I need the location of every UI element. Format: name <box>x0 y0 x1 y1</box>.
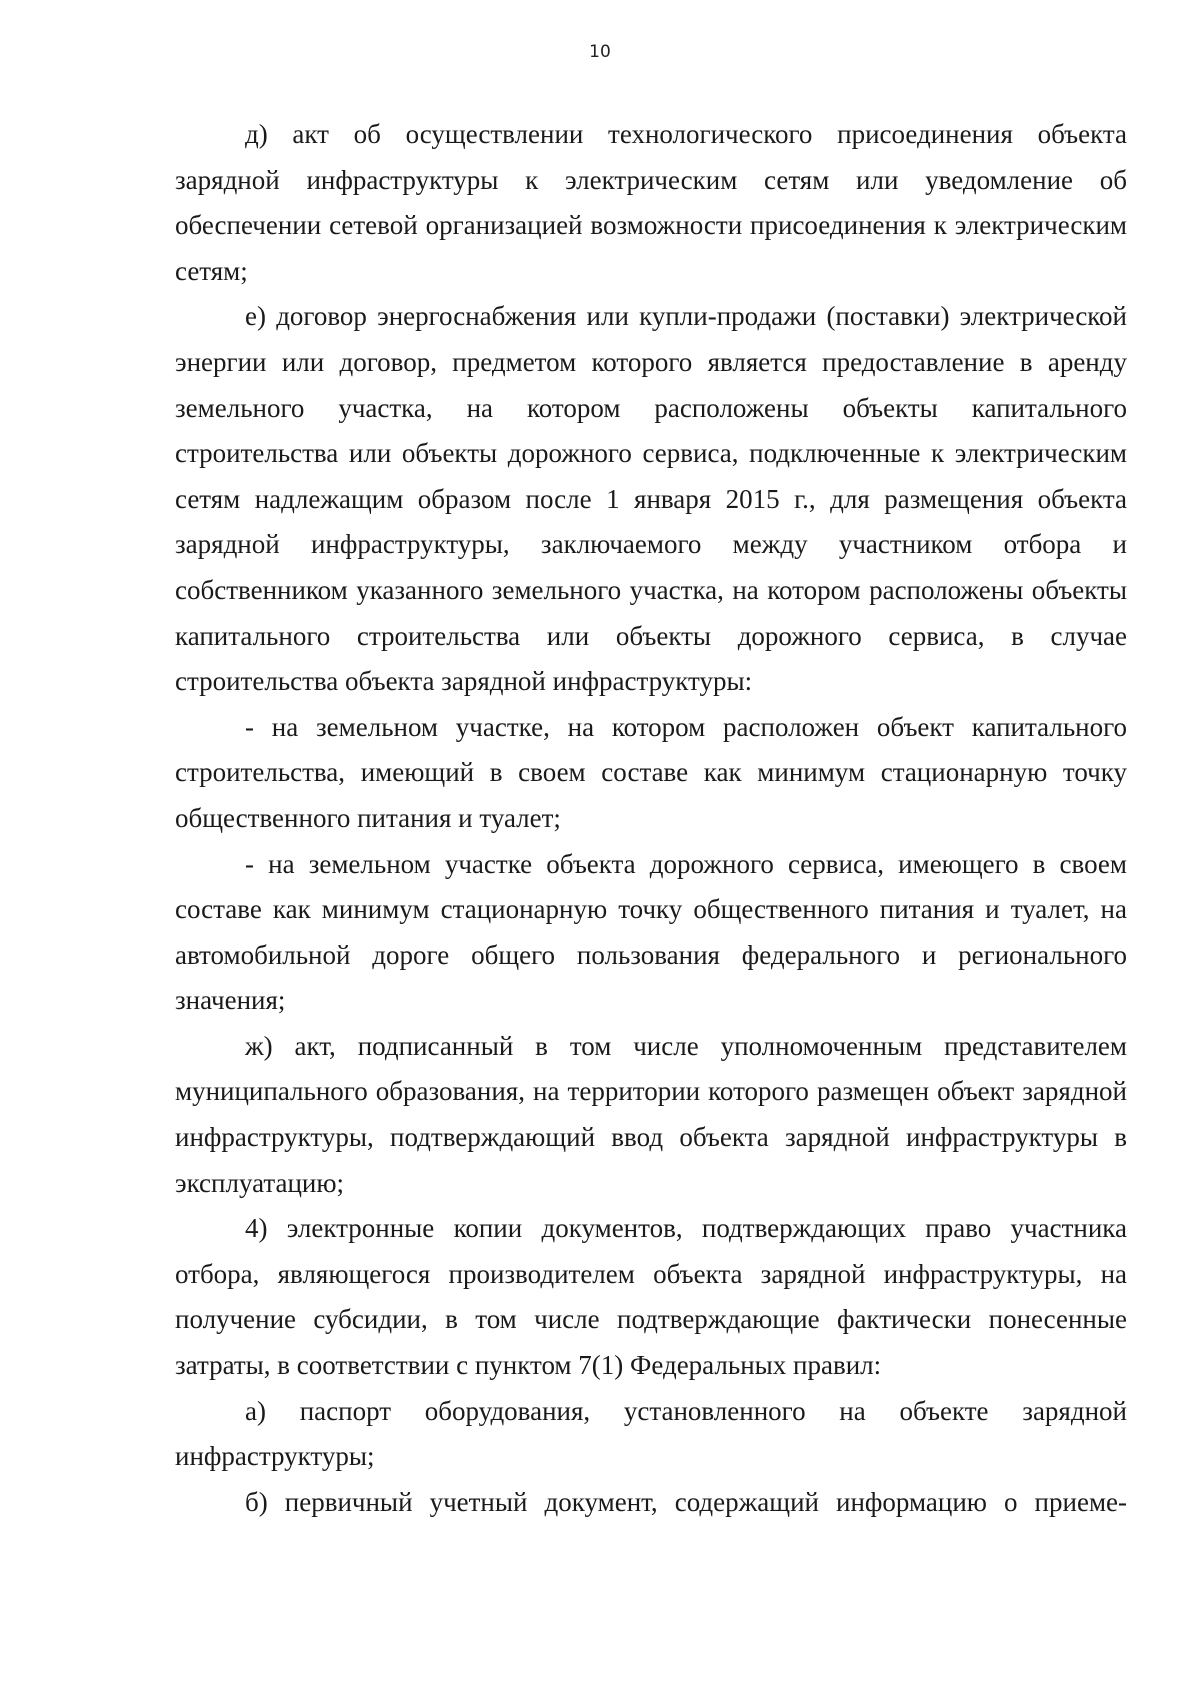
paragraph-bullet-capital-construction: - на земельном участке, на котором расположен объект капитального строительства, имеющий в своем составе как минимум стационарную точку общественного питания и туалет; <box>175 711 1127 833</box>
paragraph-d-act-connection: д) акт об осуществлении технологического присоединения объекта зарядной инфраструктуры к электрическим сетям или уведомление об обеспечении сетевой организацией возможности присоединения к электрическим сетям; <box>175 119 1127 286</box>
paragraph-4-manufacturer-documents: 4) электронные копии документов, подтверждающих право участника отбора, являющегося производителем объекта зарядной инфраструктуры, на получение субсидии, в том числе подтверждающие фактически понесенные затраты, в соответствии с пунктом 7(1) Федеральных правил: <box>175 1213 1127 1381</box>
paragraph-a-equipment-passport: а) паспорт оборудования, установленного на объекте зарядной инфраструктуры; <box>175 1395 1127 1472</box>
paragraph-bullet-road-service: - на земельном участке объекта дорожного сервиса, имеющего в своем составе как минимум стационарную точку общественного питания и туалет, на автомобильной дороге общего пользования федерального и регионального значения; <box>175 848 1127 1016</box>
page-number: 10 <box>589 42 611 62</box>
paragraph-zh-commissioning-act: ж) акт, подписанный в том числе уполномоченным представителем муниципального образования, на территории которого размещен объект зарядной инфраструктуры, подтверждающий ввод объекта зарядной инфраструктуры в эксплуатацию; <box>175 1030 1127 1198</box>
paragraph-b-primary-document: б) первичный учетный документ, содержащий информацию о приеме- <box>245 1486 1127 1517</box>
paragraph-e-energy-contract: е) договор энергоснабжения или купли-продажи (поставки) электрической энергии или договор, предметом которого является предоставление в аренду земельного участка, на котором расположены объекты капитального строительства или объекты дорожного сервиса, подключенные к электрическим сетям надлежащим образом после 1 января 2015 г., для размещения объекта зарядной инфраструктуры, заключаемого между участником отбора и собственником указанного земельного участка, на котором расположены объекты капитального строительства или объекты дорожного сервиса, в случае строительства объекта зарядной инфраструктуры: <box>175 301 1127 697</box>
document-body <box>175 112 1127 1525</box>
